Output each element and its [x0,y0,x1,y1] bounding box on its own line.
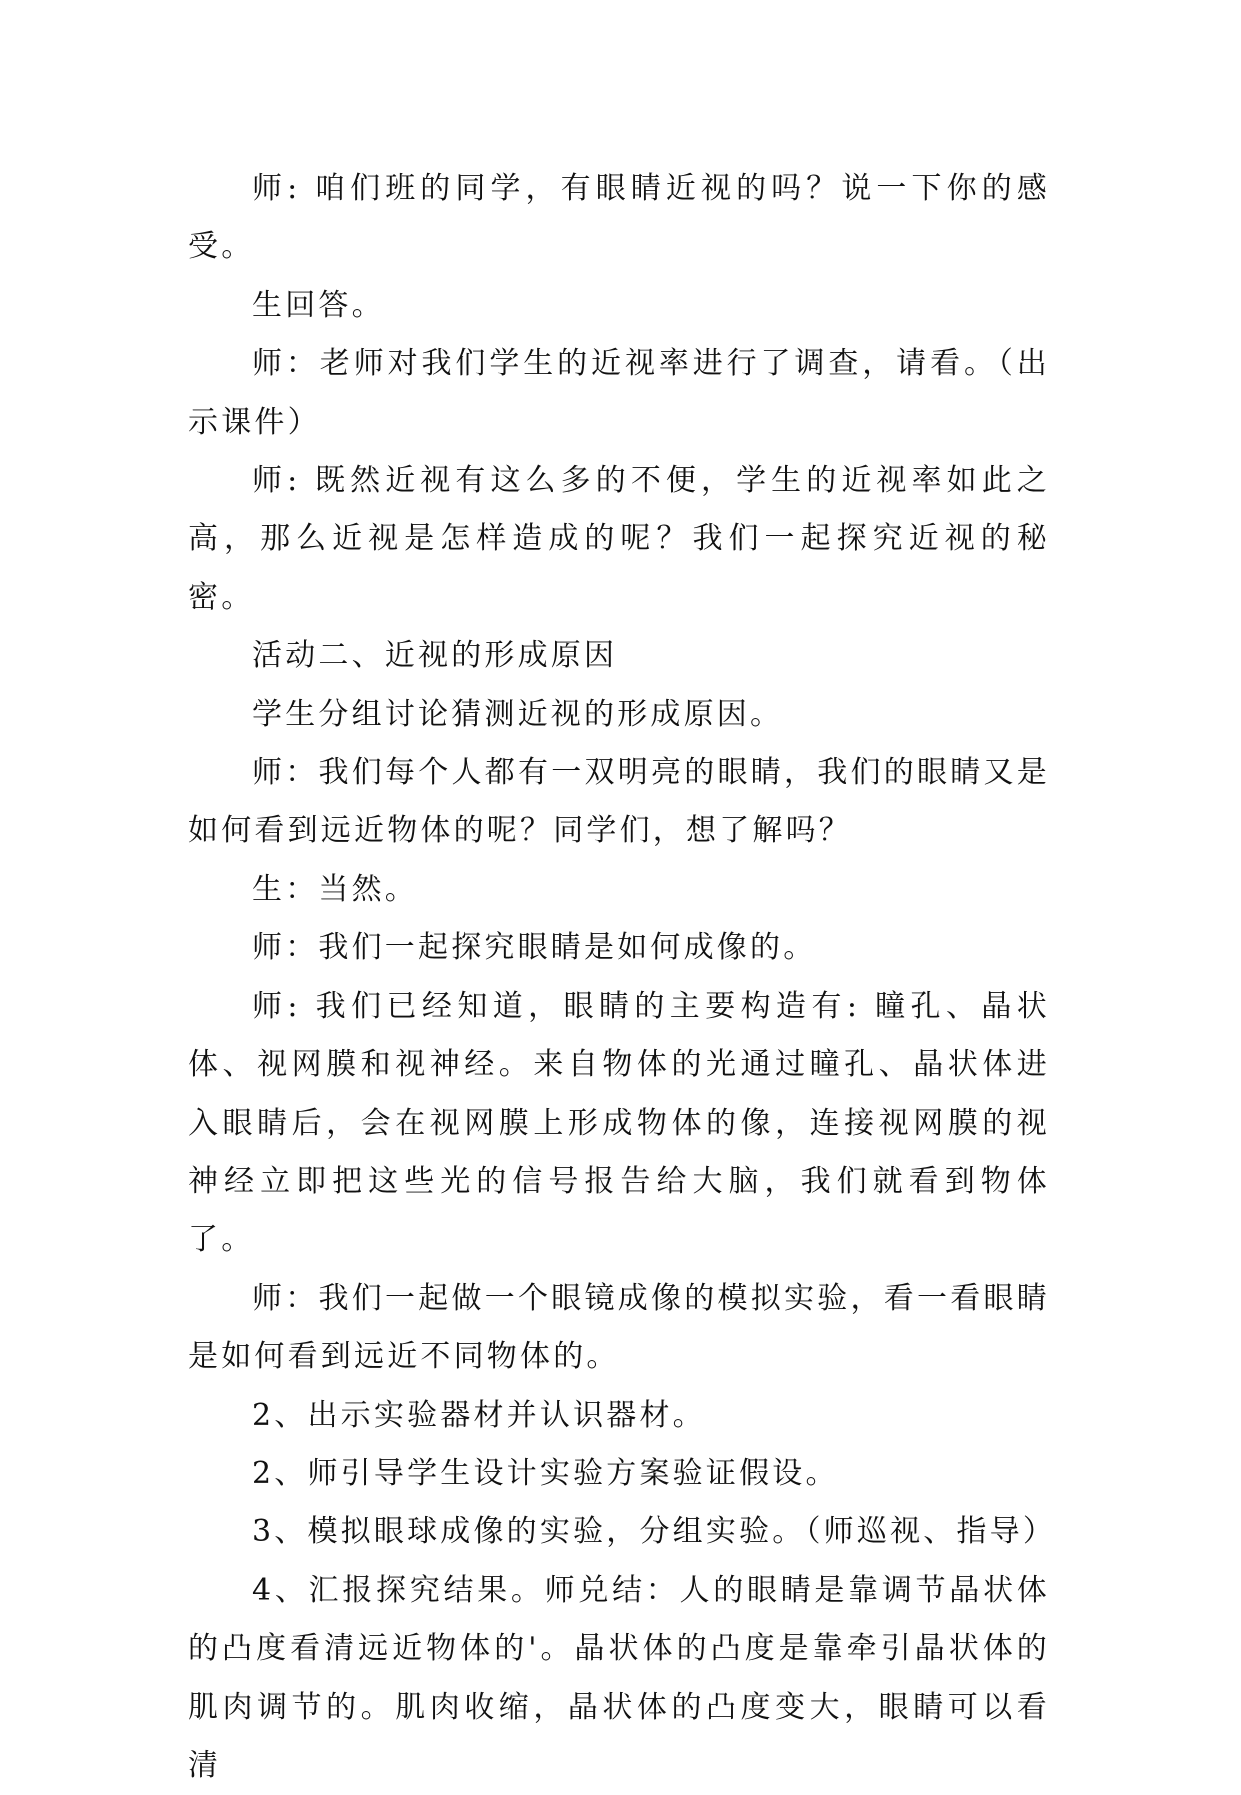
section-heading-activity-2: 活动二、近视的形成原因 [252,638,618,674]
paragraph-3: 师：老师对我们学生的近视率进行了调查，请看。（出示课件） [188,346,1050,440]
paragraph-4: 师: 既然近视有这么多的不便，学生的近视率如此之高，那么近视是怎样造成的呢？我们一起探究近视的秘密。 [188,463,1050,615]
paragraph-11: 师：我们一起做一个眼镜成像的模拟实验，看一看眼睛是如何看到远近不同物体的。 [188,1280,1050,1375]
paragraph-10: 师: 我们已经知道，眼睛的主要构造有: 瞳孔、晶状体、视网膜和视神经。来自物体的光通过瞳孔、晶状体进入眼睛后，会在视网膜上形成物体的像，连接视网膜的视神经立即把这些光的信号报告给大脑，我们就看到物体了。 [188,988,1050,1258]
list-step-4: 4、汇报探究结果。师兑结：人的眼睛是靠调节晶状体的凸度看清远近物体的'。晶状体的凸度是靠牵引晶状体的肌肉调节的。肌肉收缩，晶状体的凸度变大，眼睛可以看清 [188,1572,1050,1783]
list-step-2a: 2、出示实验器材并认识器材。 [252,1397,706,1433]
paragraph-9: 师：我们一起探究眼睛是如何成像的。 [252,930,817,966]
paragraph-2: 生回答。 [252,287,385,323]
paragraph-6: 学生分组讨论猜测近视的形成原因。 [252,696,784,732]
list-step-3: 3、模拟眼球成像的实验，分组实验。（师巡视、指导） [252,1514,1057,1550]
document-body [188,160,1057,1795]
paragraph-1: 师: 咱们班的同学，有眼睛近视的吗？说一下你的感受。 [188,171,1050,265]
list-step-2b: 2、师引导学生设计实验方案验证假设。 [252,1455,839,1491]
paragraph-7: 师：我们每个人都有一双明亮的眼睛，我们的眼睛又是如何看到远近物体的呢？同学们，想了解吗？ [188,755,1050,849]
paragraph-8: 生：当然。 [252,871,418,907]
